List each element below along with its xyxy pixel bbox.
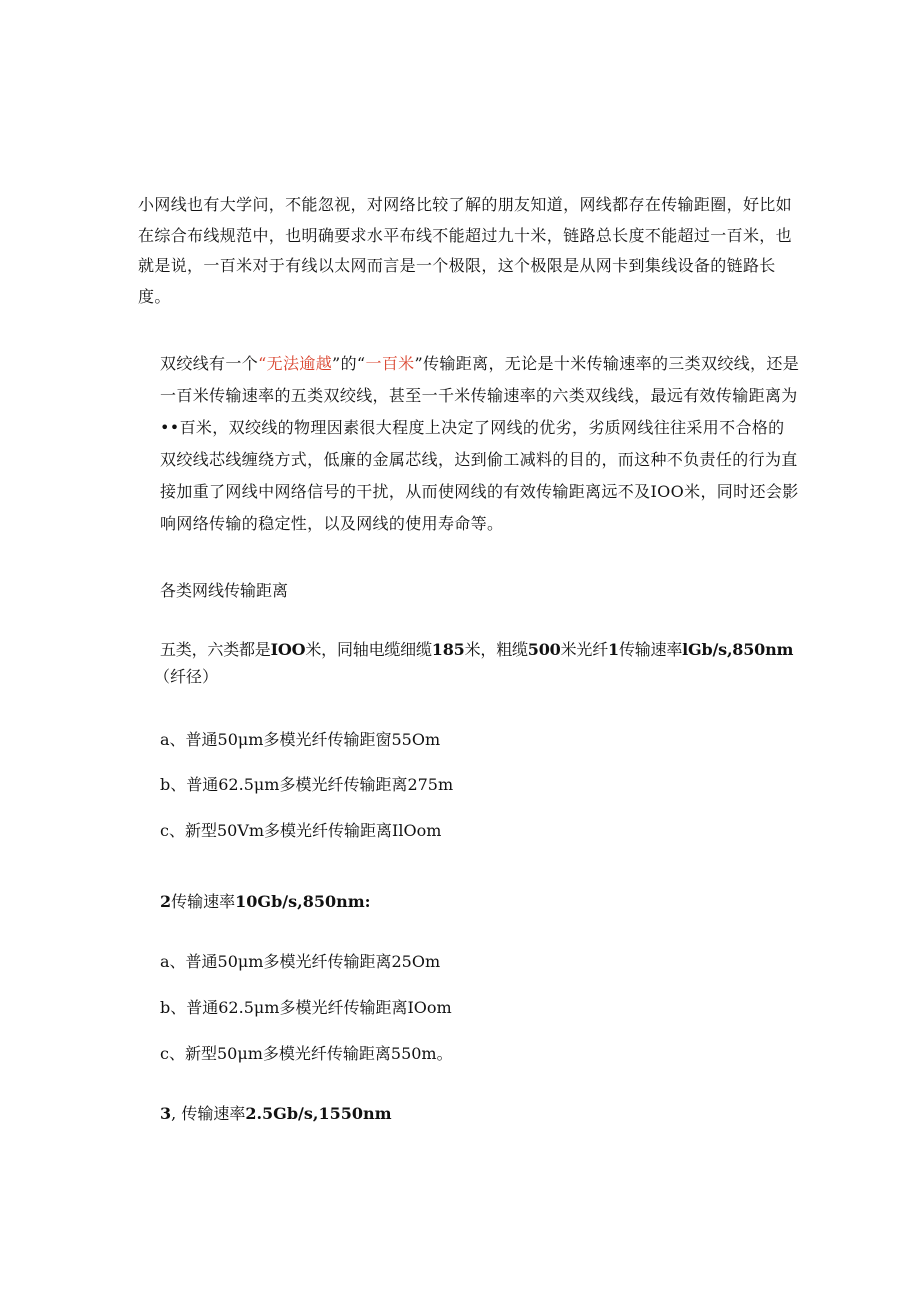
summary-text-3: 米，粗缆 [464,640,528,659]
summary-text-2: 米，同轴电缆细缆 [305,640,432,659]
heading-3-text: , 传输速率 [171,1104,246,1123]
heading-3-number: 3 [160,1104,172,1123]
list-item: a、普通50μm多模光纤传输距窗55Om [160,730,441,749]
twisted-pair-text-1: 双绞线有一个 [160,354,259,373]
heading-2-text: 传输速率 [171,892,236,911]
heading-3 [160,1103,392,1125]
intro-paragraph: 小网线也有大学问，不能忽视，对网络比较了解的朋友知道，网线都存在传输距圈，好比如在综合布线规范中，也明确要求水平布线不能超过九十米，链路总长度不能超过一百米，也就是说，一百米对于有线以太网而言是一个极限，这个极限是从网卡到集线设备的链路长度。 [138,195,793,306]
summary-text-1: 五类，六类都是 [160,640,271,659]
list-item: c、新型50Vm多模光纤传输距离IlOom [160,821,442,840]
list-item: c、新型50μm多模光纤传输距离550m。 [160,1044,453,1063]
summary-line-2: （纤径） [154,667,219,686]
summary-bold-1: IOO [270,640,306,659]
summary-bold-3: 500 [527,640,561,659]
highlight-wufayuyue: “无法逾越 [258,354,333,373]
heading-2-rate: 10Gb∕s,850nm: [235,892,371,911]
heading-2 [160,891,371,913]
twisted-pair-paragraph [160,348,800,540]
list-item: b、普通62.5μm多模光纤传输距离275m [160,775,454,794]
summary-text-5: 传输速率 [618,640,683,659]
highlight-yibaimi: 一百米 [365,354,415,373]
summary-text-4: 米光纤 [560,640,609,659]
heading-2-number: 2 [160,892,172,911]
summary-bold-2: 185 [431,640,465,659]
summary-bold-5: lGb∕s,850nm [682,640,794,659]
list-item: b、普通62.5μm多模光纤传输距离IOom [160,998,452,1017]
summary-line [160,639,793,661]
summary-bold-4: 1 [608,640,619,659]
twisted-pair-text-2: ”的“ [332,354,366,373]
twisted-pair-text-3: ”传输距离，无论是十米传输速率的三类双绞线，还是一百米传输速率的五类双绞线，甚至一千米传输速率的六类双线线，最远有效传输距离为••百米，双绞线的物理因素很大程度上决定了网线的优劣，劣质网线往往采用不合格的双绞线芯线缠绕方式，低廉的金属芯线，达到偷工减料的目的，而这种不负责任的行为直接加重了网线中网络信号的干扰，从而使网线的有效传输距离远不及IOO米，同时还会影响网络传输的稳定性，以及网线的使用寿命等。 [160,354,800,533]
list-item: a、普通50μm多模光纤传输距离25Om [160,952,441,971]
section-title: 各类网线传输距离 [160,581,289,600]
heading-3-rate: 2.5Gb∕s,1550nm [245,1104,392,1123]
